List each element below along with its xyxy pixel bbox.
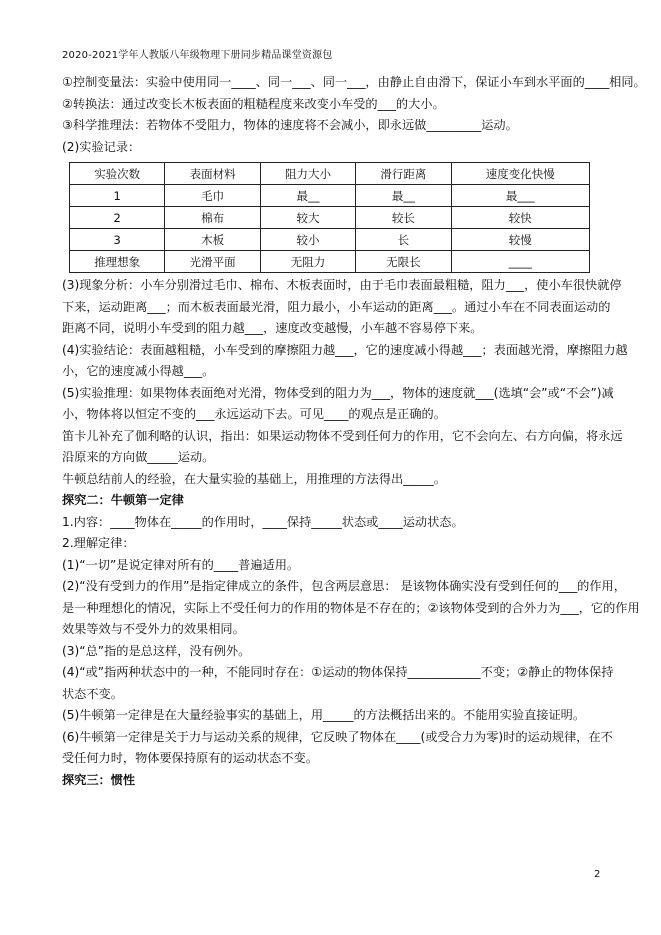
text-line: 沿原来的方向做_____运动。: [62, 450, 215, 464]
text-line: (3)“总”指的是总这样，没有例外。: [62, 643, 251, 658]
table-cell: 1: [70, 185, 165, 207]
text-line: 笛卡儿补充了伽利略的认识，指出：如果运动物体不受到任何力的作用，它不会向左、右方向偏，将永远: [62, 428, 623, 443]
table-cell: 较快: [451, 207, 589, 229]
text-line: 小，物体将以恒定不变的___永远运动下去。可见____的观点是正确的。: [62, 407, 446, 421]
document-body: [62, 72, 646, 791]
text-line: (5)牛顿第一定律是在大量经验事实的基础上，用_____的方法概括出来的。不能用实验直接证明。: [62, 708, 586, 722]
experiment-record-table: [69, 162, 590, 273]
table-cell: 较小: [260, 229, 355, 251]
table-cell: 最___: [451, 185, 589, 207]
text-line: 2.理解定律：: [62, 536, 135, 550]
table-cell: 长: [356, 229, 451, 251]
table-cell: 毛巾: [165, 185, 260, 207]
table-cell: 2: [70, 207, 165, 229]
text-line: 牛顿总结前人的经验，在大量实验的基础上，用推理的方法得出_____。: [62, 471, 446, 486]
table-row: [70, 229, 590, 251]
table-cell: ____: [451, 251, 589, 273]
table-cell: 无阻力: [260, 251, 355, 273]
text-line: 是一种理想化的情况，实际上不受任何力的作用的物体是不存在的；②该物体受到的合外力为___，它的作用: [62, 600, 640, 615]
text-line: 距离不同，说明小车受到的阻力越___，速度改变越慢，小车越不容易停下来。: [62, 321, 483, 335]
text-line: ②转换法：通过改变长木板表面的粗糙程度来改变小车受的___的大小。: [62, 96, 445, 111]
table-row: [70, 185, 590, 207]
table-header-cell: 速度变化快慢: [451, 163, 589, 185]
text-line: (4)实验结论：表面越粗糙，小车受到的摩擦阻力越___，它的速度减小得越___；表面越光滑，摩擦阻力越: [62, 342, 628, 357]
section-heading: 探究三：惯性: [62, 772, 136, 787]
text-line: ①控制变量法：实验中使用同一____、同一___、同一___，由静止自由滑下，保证小车到水平面的____相同。: [62, 75, 646, 89]
table-cell: 推理想象: [70, 251, 165, 273]
table-cell: 木板: [165, 229, 260, 251]
table-cell: 较大: [260, 207, 355, 229]
text-line: (6)牛顿第一定律是关于力与运动关系的规律，它反映了物体在____(或受合力为零)时的运动规律，在不: [62, 729, 613, 744]
table-header-cell: 阻力大小: [260, 163, 355, 185]
table-cell: 最__: [356, 185, 451, 207]
text-line: (2)实验记录：: [62, 139, 141, 154]
text-line: (3)现象分析：小车分别滑过毛巾、棉布、木板表面时，由于毛巾表面最粗糙，阻力___，使小车很快就停: [62, 278, 622, 292]
text-line: 状态不变。: [62, 686, 123, 701]
table-cell: 棉布: [165, 207, 260, 229]
page-header: 2020-2021学年人教版八年级物理下册同步精品课堂资源包: [62, 50, 333, 61]
table-header-cell: 滑行距离: [356, 163, 451, 185]
text-line: (2)“没有受到力的作用”是指定律成立的条件，包含两层意思： 是该物体确实没有受到任何的___的作用，: [62, 579, 626, 593]
table-row: [70, 251, 590, 273]
table-header-row: [70, 163, 590, 185]
section-heading: 探究二：牛顿第一定律: [62, 493, 184, 507]
table-cell: 较慢: [451, 229, 589, 251]
text-line: 小，它的速度减小得越___。: [62, 364, 215, 378]
table-cell: 无限长: [356, 251, 451, 273]
table-header-cell: 表面材料: [165, 163, 260, 185]
text-line: (5)实验推理：如果物体表面绝对光滑，物体受到的阻力为___，物体的速度就___(选填“会”或“不会”)减: [62, 385, 614, 400]
text-line: 受任何力时，物体要保持原有的运动状态不变。: [62, 751, 318, 765]
text-line: 下来，运动距离___；而木板表面最光滑，阻力最小，小车运动的距离___。通过小车在不同表面运动的: [62, 299, 611, 314]
text-line: (1)“一切”是说定律对所有的____普遍适用。: [62, 557, 300, 572]
text-line: ③科学推理法：若物体不受阻力，物体的速度将不会减小，即永远做_________运动。: [62, 118, 518, 132]
page-number: 2: [594, 869, 601, 880]
table-row: [70, 207, 590, 229]
table-cell: 较长: [356, 207, 451, 229]
table-cell: 光滑平面: [165, 251, 260, 273]
text-line: 效果等效与不受外力的效果相同。: [62, 622, 245, 636]
text-line: 1.内容：____物体在_____的作用时，____保持_____状态或____运动状态。: [62, 514, 464, 529]
table-header-cell: 实验次数: [70, 163, 165, 185]
table-cell: 最__: [260, 185, 355, 207]
table-cell: 3: [70, 229, 165, 251]
text-line: (4)“或”指两种状态中的一种，不能同时存在：①运动的物体保持____________不变；②静止的物体保持: [62, 665, 614, 679]
